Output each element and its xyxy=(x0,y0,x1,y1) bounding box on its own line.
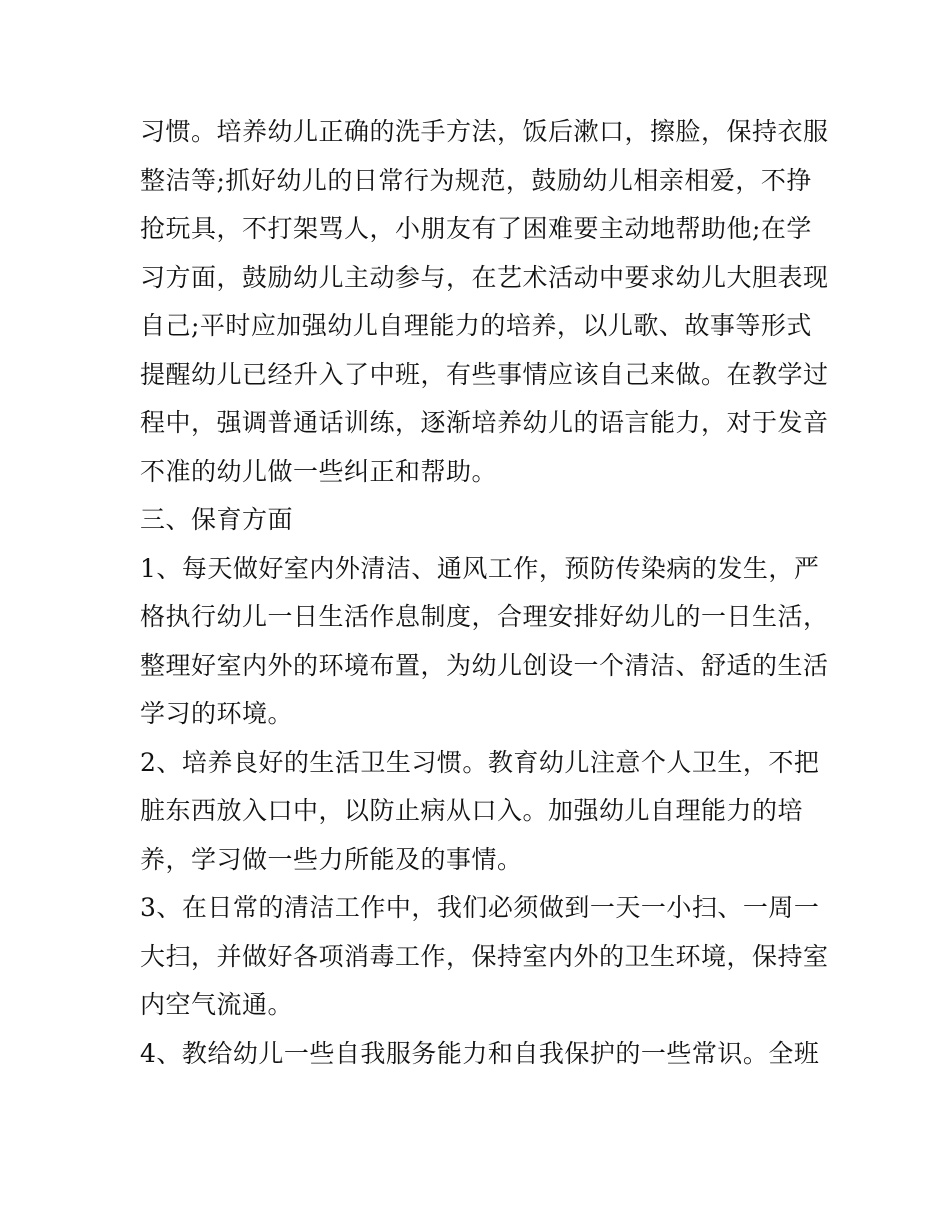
text-line: 整洁等;抓好幼儿的日常行为规范，鼓励幼儿相亲相爱，不挣 xyxy=(140,165,812,195)
text-line: 1、每天做好室内外清洁、通风工作，预防传染病的发生，严 xyxy=(140,553,820,583)
text-line: 养，学习做一些力所能及的事情。 xyxy=(140,844,523,874)
text-line: 内空气流通。 xyxy=(140,990,294,1019)
text-line: 不准的幼儿做一些纠正和帮助。 xyxy=(140,456,498,486)
text-line: 习方面，鼓励幼儿主动参与，在艺术活动中要求幼儿大胆表现 xyxy=(140,262,829,292)
text-line: 提醒幼儿已经升入了中班，有些事情应该自己来做。在教学过 xyxy=(140,359,829,389)
section-heading: 三、保育方面 xyxy=(140,505,294,534)
text-line: 整理好室内外的环境布置，为幼儿创设一个清洁、舒适的生活 xyxy=(140,650,829,680)
text-line: 4、教给幼儿一些自我服务能力和自我保护的一些常识。全班 xyxy=(140,1038,820,1068)
text-line: 脏东西放入口中，以防止病从口入。加强幼儿自理能力的培 xyxy=(140,796,804,825)
document-body xyxy=(140,108,829,1078)
text-line: 自己;平时应加强幼儿自理能力的培养，以儿歌、故事等形式 xyxy=(140,311,812,340)
text-line: 习惯。培养幼儿正确的洗手方法，饭后漱口，擦脸，保持衣服 xyxy=(140,117,829,146)
text-line: 大扫，并做好各项消毒工作，保持室内外的卫生环境，保持室 xyxy=(140,941,829,971)
text-line: 抢玩具，不打架骂人，小朋友有了困难要主动地帮助他;在学 xyxy=(140,214,812,243)
text-line: 格执行幼儿一日生活作息制度，合理安排好幼儿的一日生活， xyxy=(140,602,829,631)
text-line: 程中，强调普通话训练，逐渐培养幼儿的语言能力，对于发音 xyxy=(140,408,829,437)
text-line: 2、培养良好的生活卫生习惯。教育幼儿注意个人卫生，不把 xyxy=(140,747,820,777)
text-line: 3、在日常的清洁工作中，我们必须做到一天一小扫、一周一 xyxy=(140,893,820,922)
text-line: 学习的环境。 xyxy=(140,699,294,728)
